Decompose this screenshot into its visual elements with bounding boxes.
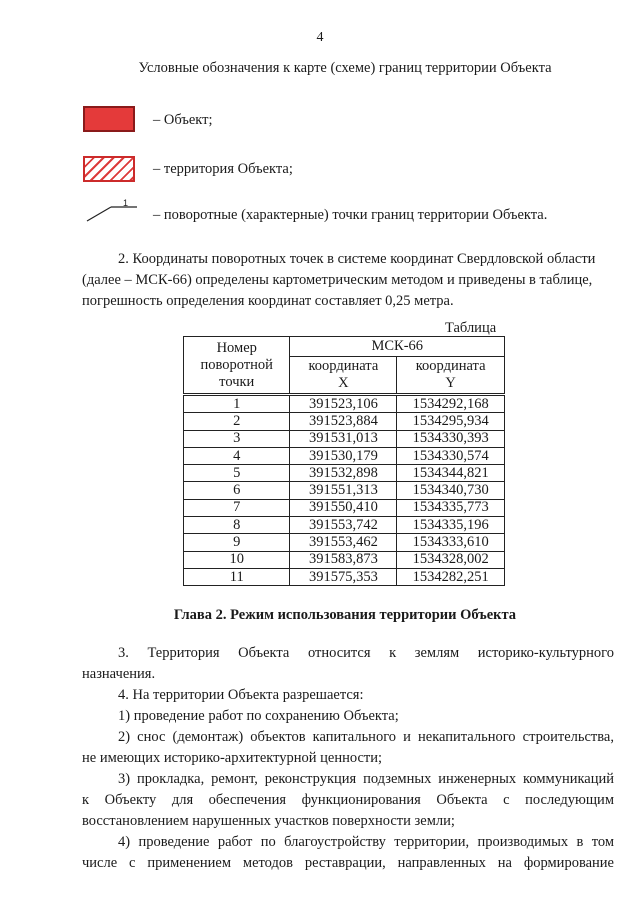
coordinate-x-cell: 391583,873	[290, 551, 397, 568]
section-2-paragraph	[82, 249, 614, 312]
coordinates-table	[183, 336, 505, 586]
table-row	[184, 447, 505, 464]
turning-point-icon-label: 1	[123, 198, 129, 208]
table-body	[184, 395, 505, 586]
coordinate-x-cell: 391553,742	[290, 517, 397, 534]
body-line: восстановлением нарушенных участков поверхности земли;	[82, 813, 455, 829]
point-number-cell: 3	[184, 430, 290, 447]
coordinate-y-cell: 1534328,002	[397, 551, 505, 568]
table-row	[184, 430, 505, 447]
chapter-title: Глава 2. Режим использования территории Объекта	[173, 607, 517, 623]
point-number-cell: 11	[184, 568, 290, 585]
point-number-cell: 4	[184, 447, 290, 464]
chapter-2-body	[82, 643, 614, 874]
body-line: 1) проведение работ по сохранению Объекта;	[118, 708, 399, 724]
coordinate-x-cell: 391550,410	[290, 499, 397, 516]
legend-title: Условные обозначения к карте (схеме) границ территории Объекта	[138, 60, 552, 76]
coordinate-x-cell: 391531,013	[290, 430, 397, 447]
table-caption: Таблица	[445, 320, 497, 336]
coordinate-y-cell: 1534335,196	[397, 517, 505, 534]
coordinate-y-cell: 1534330,393	[397, 430, 505, 447]
coordinate-x-cell: 391551,313	[290, 482, 397, 499]
territory-hatch-icon	[83, 156, 135, 182]
legend-item-object-label: – Объект;	[153, 112, 213, 128]
turning-point-icon	[83, 198, 139, 224]
table-row	[184, 534, 505, 551]
coordinate-y-cell: 1534344,821	[397, 465, 505, 482]
legend-item-territory-label: – территория Объекта;	[153, 161, 293, 177]
coordinate-y-cell: 1534335,773	[397, 499, 505, 516]
point-number-cell: 7	[184, 499, 290, 516]
body-line: 4) проведение работ по благоустройству территории, производимых в том	[118, 834, 614, 850]
coordinate-y-cell: 1534330,574	[397, 447, 505, 464]
column-header-y: координата Y	[397, 357, 505, 395]
body-line: 4. На территории Объекта разрешается:	[118, 687, 364, 703]
paragraph-line: 2. Координаты поворотных точек в системе координат Свердловской области	[118, 251, 596, 267]
column-header-point-number: Номер поворотной точки	[184, 337, 290, 395]
body-line: числе с применением методов реставрации, направленных на формирование	[82, 855, 614, 871]
table-row	[184, 482, 505, 499]
object-fill-icon	[83, 106, 135, 132]
body-line: 2) снос (демонтаж) объектов капитального и некапитального строительства,	[118, 729, 614, 745]
table-row	[184, 499, 505, 516]
table-row	[184, 517, 505, 534]
legend-item-turning-point-label: – поворотные (характерные) точки границ территории Объекта.	[153, 207, 548, 223]
column-header-x: координата X	[290, 357, 397, 395]
paragraph-line: (далее – МСК-66) определены картометрическим методом и приведены в таблице,	[82, 272, 593, 288]
body-line: 3) прокладка, ремонт, реконструкция подземных инженерных коммуникаций	[118, 771, 614, 787]
coordinate-y-cell: 1534333,610	[397, 534, 505, 551]
legend-item-territory	[83, 156, 135, 182]
table-row	[184, 413, 505, 430]
body-line: 3. Территория Объекта относится к землям историко-культурного	[118, 645, 614, 661]
table-row	[184, 465, 505, 482]
coordinate-y-cell: 1534340,730	[397, 482, 505, 499]
point-number-cell: 2	[184, 413, 290, 430]
legend-item-object	[83, 106, 135, 132]
point-number-cell: 6	[184, 482, 290, 499]
point-number-cell: 10	[184, 551, 290, 568]
point-number-cell: 8	[184, 517, 290, 534]
column-group-header: МСК-66	[290, 337, 505, 357]
point-number-cell: 1	[184, 395, 290, 413]
coordinate-x-cell: 391523,106	[290, 395, 397, 413]
point-number-cell: 9	[184, 534, 290, 551]
coordinate-y-cell: 1534295,934	[397, 413, 505, 430]
coordinate-y-cell: 1534292,168	[397, 395, 505, 413]
coordinate-x-cell: 391532,898	[290, 465, 397, 482]
table-row	[184, 551, 505, 568]
page-number: 4	[316, 30, 324, 45]
coordinate-x-cell: 391575,353	[290, 568, 397, 585]
paragraph-line: погрешность определения координат составляет 0,25 метра.	[82, 293, 454, 309]
body-line: назначения.	[82, 666, 156, 682]
legend-item-turning-point	[83, 198, 139, 229]
coordinate-x-cell: 391530,179	[290, 447, 397, 464]
coordinate-x-cell: 391553,462	[290, 534, 397, 551]
coordinate-x-cell: 391523,884	[290, 413, 397, 430]
body-line: не имеющих историко-архитектурной ценности;	[82, 750, 383, 766]
table-row	[184, 568, 505, 585]
coordinate-y-cell: 1534282,251	[397, 568, 505, 585]
point-number-cell: 5	[184, 465, 290, 482]
body-line: к Объекту для обеспечения функционирования Объекта с последующим	[82, 792, 614, 808]
table-row	[184, 395, 505, 413]
